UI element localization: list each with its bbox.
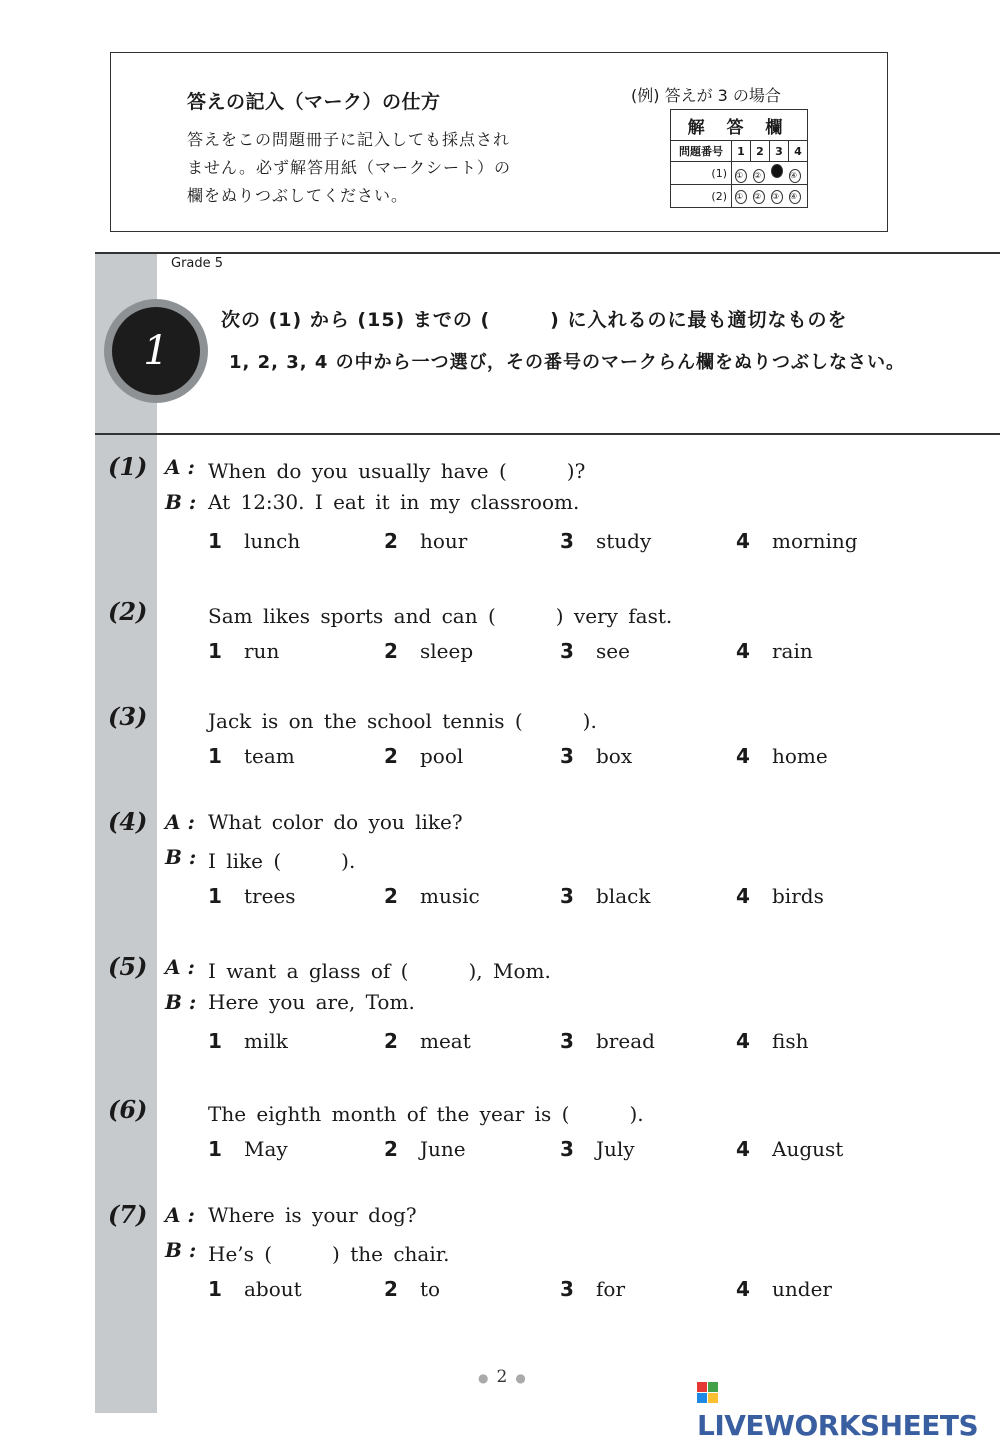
answer-bubble: ④: [789, 169, 801, 183]
answer-option[interactable]: [736, 1029, 808, 1053]
brand-name: LIVEWORKSHEETS: [697, 1409, 979, 1442]
option-number: 4: [736, 1029, 750, 1053]
speaker-label: A :: [165, 955, 195, 979]
choice-header: 1: [732, 141, 751, 162]
option-number: 3: [560, 884, 574, 908]
answer-option[interactable]: [560, 1029, 655, 1053]
option-text: bread: [596, 1029, 655, 1053]
option-text: box: [596, 744, 633, 768]
option-text: pool: [420, 744, 464, 768]
option-number: 1: [208, 884, 222, 908]
option-text: team: [244, 744, 295, 768]
answer-option[interactable]: [384, 884, 480, 908]
speaker-label: B :: [165, 990, 197, 1014]
option-number: 1: [208, 639, 222, 663]
option-text: sleep: [420, 639, 474, 663]
instructions-line: 欄をぬりつぶしてください。: [187, 186, 409, 205]
option-number: 4: [736, 529, 750, 553]
question-number: (6): [108, 1095, 148, 1124]
answer-option[interactable]: [208, 639, 279, 663]
answer-bubble: ①: [735, 190, 747, 204]
answer-option[interactable]: [208, 1137, 288, 1161]
option-number: 2: [384, 884, 398, 908]
answer-option[interactable]: [384, 744, 463, 768]
option-number: 2: [384, 744, 398, 768]
speaker-label: B :: [165, 1238, 197, 1262]
answer-option[interactable]: [384, 1277, 440, 1301]
answer-option[interactable]: [384, 1137, 466, 1161]
answer-option[interactable]: [208, 1277, 302, 1301]
row-label: (1): [671, 162, 732, 185]
speaker-label: B :: [165, 490, 197, 514]
option-text: birds: [772, 884, 824, 908]
answer-option[interactable]: [736, 529, 858, 553]
option-text: rain: [772, 639, 813, 663]
question-text: The eighth month of the year is ( ).: [208, 1102, 644, 1126]
option-number: 1: [208, 744, 222, 768]
answer-option[interactable]: [384, 529, 467, 553]
speaker-label: A :: [165, 455, 195, 479]
option-number: 1: [208, 529, 222, 553]
option-text: fish: [772, 1029, 809, 1053]
section-top-divider: [95, 252, 1000, 254]
question-text: Sam likes sports and can ( ) very fast.: [208, 604, 673, 628]
answer-option[interactable]: [208, 1029, 288, 1053]
question-number: (2): [108, 597, 148, 626]
option-text: June: [420, 1137, 466, 1161]
answer-option[interactable]: [736, 639, 813, 663]
question-number: (4): [108, 807, 148, 836]
option-number: 1: [208, 1137, 222, 1161]
answer-option[interactable]: [384, 1029, 471, 1053]
option-text: to: [420, 1277, 441, 1301]
option-number: 1: [208, 1277, 222, 1301]
choice-header: 4: [789, 141, 808, 162]
answer-option[interactable]: [736, 744, 828, 768]
answer-option[interactable]: [208, 529, 300, 553]
page-number-value: 2: [496, 1367, 508, 1387]
section-instruction-line: 1, 2, 3, 4 の中から一つ選び，その番号のマークらん欄をぬりつぶしなさい。: [229, 352, 905, 373]
answer-option[interactable]: [560, 639, 630, 663]
option-number: 3: [560, 529, 574, 553]
answer-option[interactable]: [560, 884, 650, 908]
option-text: for: [596, 1277, 626, 1301]
option-text: July: [596, 1137, 635, 1161]
answer-option[interactable]: [208, 744, 295, 768]
option-number: 2: [384, 1277, 398, 1301]
bubble-row: [732, 185, 808, 208]
answer-option[interactable]: [208, 884, 296, 908]
option-number: 3: [560, 1029, 574, 1053]
option-text: morning: [772, 529, 858, 553]
example-label: (例) 答えが 3 の場合: [631, 86, 781, 105]
instructions-line: ません。必ず解答用紙（マークシート）の: [187, 158, 511, 177]
section-instruction-line: 次の (1) から (15) までの ( ) に入れるのに最も適切なものを: [221, 309, 848, 331]
choice-header: 3: [770, 141, 789, 162]
question-text: Where is your dog?: [208, 1203, 417, 1227]
option-text: lunch: [244, 529, 301, 553]
choice-header: 2: [751, 141, 770, 162]
question-number: (3): [108, 702, 148, 731]
answer-option[interactable]: [560, 744, 632, 768]
option-number: 2: [384, 1137, 398, 1161]
option-number: 3: [560, 639, 574, 663]
question-text: Here you are, Tom.: [208, 990, 415, 1014]
answer-option[interactable]: [736, 1277, 832, 1301]
answer-bubble: ②: [753, 169, 765, 183]
answer-option[interactable]: [736, 1137, 843, 1161]
question-text: What color do you like?: [208, 810, 463, 834]
brand-logo: [697, 1376, 1000, 1442]
option-number: 4: [736, 744, 750, 768]
option-text: May: [244, 1137, 288, 1161]
answer-bubble: ②: [753, 190, 765, 204]
question-number-header: 問題番号: [671, 141, 732, 162]
question-number: (5): [108, 952, 148, 981]
question-text: He’s ( ) the chair.: [208, 1242, 450, 1266]
option-number: 4: [736, 1277, 750, 1301]
option-text: under: [772, 1277, 832, 1301]
answer-bubble: ①: [735, 169, 747, 183]
speaker-label: B :: [165, 845, 197, 869]
liveworksheets-icon: [697, 1382, 719, 1404]
option-text: hour: [420, 529, 468, 553]
question-number: (7): [108, 1200, 148, 1229]
section-number: 1: [112, 307, 200, 395]
option-number: 4: [736, 884, 750, 908]
example-answer-sheet: [670, 109, 808, 208]
option-number: 3: [560, 1137, 574, 1161]
option-text: trees: [244, 884, 296, 908]
speaker-label: A :: [165, 810, 195, 834]
answer-option[interactable]: [560, 529, 651, 553]
option-number: 4: [736, 639, 750, 663]
option-text: August: [772, 1137, 844, 1161]
option-text: milk: [244, 1029, 288, 1053]
question-number: (1): [108, 452, 148, 481]
answer-bubble: ③: [771, 190, 783, 204]
question-text: Jack is on the school tennis ( ).: [208, 709, 597, 733]
option-number: 4: [736, 1137, 750, 1161]
grade-label: Grade 5: [171, 256, 224, 271]
answer-option[interactable]: [384, 639, 473, 663]
answer-option[interactable]: [560, 1137, 635, 1161]
option-number: 2: [384, 639, 398, 663]
speaker-label: A :: [165, 1203, 195, 1227]
option-text: run: [244, 639, 280, 663]
instructions-title: 答えの記入（マーク）の仕方: [187, 91, 441, 113]
bubble-row: [732, 162, 808, 185]
page-number: ● 2 ●: [478, 1367, 526, 1387]
section-header-divider: [95, 433, 1000, 435]
option-text: home: [772, 744, 828, 768]
option-number: 2: [384, 529, 398, 553]
question-text: I like ( ).: [208, 849, 356, 873]
option-number: 3: [560, 744, 574, 768]
option-text: music: [420, 884, 480, 908]
answer-option[interactable]: [736, 884, 824, 908]
answer-option[interactable]: [560, 1277, 625, 1301]
option-number: 3: [560, 1277, 574, 1301]
question-text: At 12:30. I eat it in my classroom.: [208, 490, 580, 514]
instructions-line: 答えをこの問題冊子に記入しても採点され: [187, 130, 511, 149]
answer-instructions-box: [110, 52, 888, 232]
option-text: about: [244, 1277, 302, 1301]
option-text: see: [596, 639, 630, 663]
answer-sheet-title: 解 答 欄: [671, 110, 808, 141]
option-number: 2: [384, 1029, 398, 1053]
question-text: I want a glass of ( ), Mom.: [208, 959, 551, 983]
option-text: meat: [420, 1029, 471, 1053]
option-text: study: [596, 529, 652, 553]
answer-bubble: ④: [789, 190, 801, 204]
answer-bubble-filled: [771, 164, 783, 178]
option-number: 1: [208, 1029, 222, 1053]
row-label: (2): [671, 185, 732, 208]
option-text: black: [596, 884, 651, 908]
question-text: When do you usually have ( )?: [208, 459, 586, 483]
